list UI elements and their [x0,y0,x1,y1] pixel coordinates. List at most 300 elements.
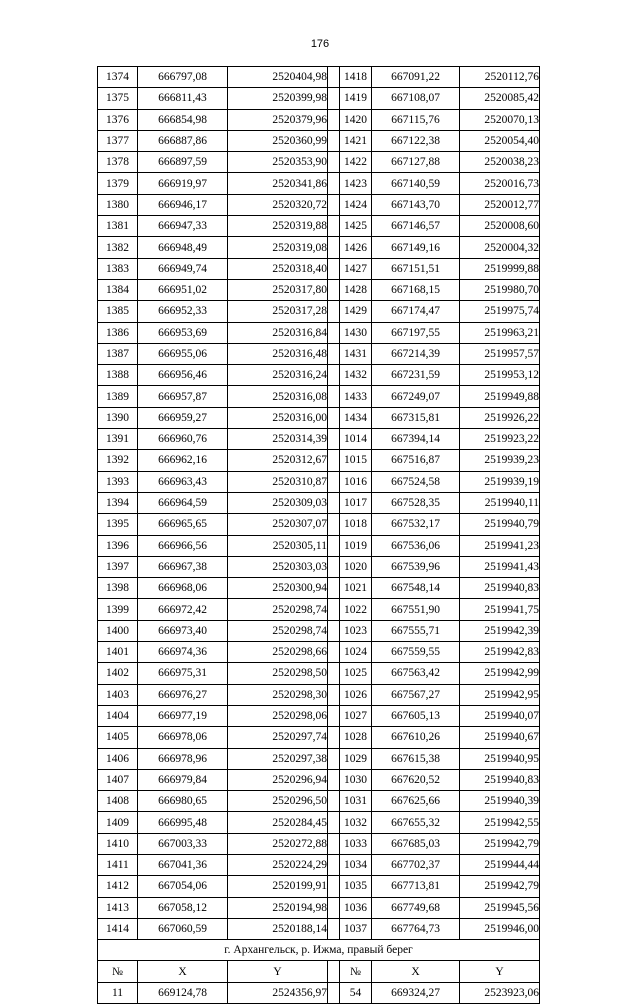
coord-y: 2520353,90 [228,152,328,173]
coord-x: 666964,59 [138,492,228,513]
coord-x: 666919,97 [138,173,228,194]
coord-y: 2520298,66 [228,642,328,663]
point-number: 1037 [340,918,372,939]
table-row [98,833,540,854]
column-gap [328,854,340,875]
column-gap [328,258,340,279]
table-row [98,982,540,1003]
coord-y: 2519940,11 [460,492,540,513]
coord-x: 667605,13 [372,705,460,726]
column-gap [328,833,340,854]
coord-x: 667140,59 [372,173,460,194]
coord-x: 667174,47 [372,301,460,322]
coord-y: 2520312,67 [228,450,328,471]
point-number: 1387 [98,343,138,364]
coord-x: 667536,06 [372,535,460,556]
column-gap [328,620,340,641]
point-number: 1392 [98,450,138,471]
table-row [98,876,540,897]
point-number: 1030 [340,769,372,790]
point-number: 1374 [98,67,138,88]
coord-y: 2519999,88 [460,258,540,279]
table-row [98,642,540,663]
coord-x: 667231,59 [372,365,460,386]
point-number: 1418 [340,67,372,88]
point-number: 1422 [340,152,372,173]
coord-x: 666946,17 [138,194,228,215]
coord-x: 667003,33 [138,833,228,854]
coord-x: 666966,56 [138,535,228,556]
coord-x: 666947,33 [138,216,228,237]
point-number: 1026 [340,684,372,705]
coord-x: 666959,27 [138,407,228,428]
table-row [98,407,540,428]
point-number: 1023 [340,620,372,641]
coord-x: 666955,06 [138,343,228,364]
coord-x: 666797,08 [138,67,228,88]
coord-x: 667149,16 [372,237,460,258]
coord-x: 666972,42 [138,599,228,620]
header-cell: № [98,961,138,982]
column-gap [328,897,340,918]
point-number: 1388 [98,365,138,386]
coord-y: 2519941,75 [460,599,540,620]
table-row [98,578,540,599]
coord-x: 667146,57 [372,216,460,237]
table-row [98,897,540,918]
point-number: 1404 [98,705,138,726]
coord-y: 2519975,74 [460,301,540,322]
column-gap [328,599,340,620]
column-gap [328,88,340,109]
point-number: 1028 [340,727,372,748]
coord-x: 667115,76 [372,109,460,130]
coord-y: 2520309,03 [228,492,328,513]
point-number: 1432 [340,365,372,386]
coord-y: 2520296,50 [228,791,328,812]
table-row [98,301,540,322]
column-gap [328,130,340,151]
point-number: 1408 [98,791,138,812]
coord-x: 666979,84 [138,769,228,790]
coord-x: 666963,43 [138,471,228,492]
coord-y: 2519940,83 [460,769,540,790]
coord-y: 2519940,79 [460,514,540,535]
column-gap [328,429,340,450]
coord-x: 667058,12 [138,897,228,918]
point-number: 1421 [340,130,372,151]
coord-y: 2520320,72 [228,194,328,215]
point-number: 1021 [340,578,372,599]
coord-y: 2520319,88 [228,216,328,237]
table-row [98,620,540,641]
point-number: 1379 [98,173,138,194]
coord-x: 666949,74 [138,258,228,279]
coord-y: 2524356,97 [228,982,328,1003]
point-number: 1411 [98,854,138,875]
header-cell: X [372,961,460,982]
column-gap [328,556,340,577]
table-row [98,684,540,705]
header-cell: X [138,961,228,982]
coord-x: 666980,65 [138,791,228,812]
coord-y: 2520298,06 [228,705,328,726]
point-number: 1406 [98,748,138,769]
point-number: 1425 [340,216,372,237]
point-number: 1377 [98,130,138,151]
point-number: 1427 [340,258,372,279]
coord-y: 2520012,77 [460,194,540,215]
coord-y: 2519940,67 [460,727,540,748]
coord-x: 666967,38 [138,556,228,577]
coord-x: 667685,03 [372,833,460,854]
coord-y: 2520297,74 [228,727,328,748]
coord-x: 667122,38 [372,130,460,151]
coord-x: 666973,40 [138,620,228,641]
column-gap [328,705,340,726]
point-number: 1020 [340,556,372,577]
coord-y: 2519945,56 [460,897,540,918]
coord-y: 2519980,70 [460,279,540,300]
coord-x: 667702,37 [372,854,460,875]
coord-x: 667108,07 [372,88,460,109]
coord-y: 2519942,83 [460,642,540,663]
point-number: 1430 [340,322,372,343]
coord-x: 666960,76 [138,429,228,450]
coord-x: 667041,36 [138,854,228,875]
coord-y: 2520296,94 [228,769,328,790]
point-number: 1014 [340,429,372,450]
table-row [98,152,540,173]
coord-y: 2520316,48 [228,343,328,364]
table-row [98,429,540,450]
table-row [98,322,540,343]
coord-x: 667524,58 [372,471,460,492]
coord-x: 667394,14 [372,429,460,450]
coord-y: 2519942,55 [460,812,540,833]
coord-x: 667764,73 [372,918,460,939]
coord-y: 2519940,95 [460,748,540,769]
coord-y: 2520316,84 [228,322,328,343]
point-number: 11 [98,982,138,1003]
point-number: 1414 [98,918,138,939]
column-gap [328,535,340,556]
coord-x: 666978,96 [138,748,228,769]
point-number: 1375 [98,88,138,109]
coord-y: 2519940,07 [460,705,540,726]
point-number: 1431 [340,343,372,364]
coord-y: 2520305,11 [228,535,328,556]
column-gap [328,386,340,407]
coord-x: 667168,15 [372,279,460,300]
coord-y: 2519946,00 [460,918,540,939]
coord-x: 666811,43 [138,88,228,109]
point-number: 1409 [98,812,138,833]
coord-y: 2520314,39 [228,429,328,450]
point-number: 1389 [98,386,138,407]
point-number: 1419 [340,88,372,109]
coord-x: 666965,65 [138,514,228,535]
column-gap [328,365,340,386]
coord-x: 667563,42 [372,663,460,684]
coord-y: 2520038,23 [460,152,540,173]
point-number: 1407 [98,769,138,790]
table-row [98,386,540,407]
coord-x: 666952,33 [138,301,228,322]
coord-y: 2520307,07 [228,514,328,535]
column-gap [328,578,340,599]
coord-x: 667197,55 [372,322,460,343]
point-number: 1383 [98,258,138,279]
section-caption-row [98,940,540,961]
coord-y: 2519963,21 [460,322,540,343]
coord-y: 2520112,76 [460,67,540,88]
coord-y: 2519939,19 [460,471,540,492]
point-number: 1394 [98,492,138,513]
point-number: 1029 [340,748,372,769]
point-number: 1397 [98,556,138,577]
coord-y: 2519923,22 [460,429,540,450]
table-row [98,216,540,237]
point-number: 1019 [340,535,372,556]
column-gap [328,109,340,130]
coord-x: 667127,88 [372,152,460,173]
point-number: 1378 [98,152,138,173]
point-number: 1384 [98,279,138,300]
coord-y: 2523923,06 [460,982,540,1003]
coord-y: 2519944,44 [460,854,540,875]
point-number: 1395 [98,514,138,535]
column-gap [328,791,340,812]
header-cell: № [340,961,372,982]
coord-x: 666887,86 [138,130,228,151]
point-number: 1413 [98,897,138,918]
coord-x: 666897,59 [138,152,228,173]
table-row [98,492,540,513]
point-number: 54 [340,982,372,1003]
table-row [98,471,540,492]
coord-y: 2520298,50 [228,663,328,684]
coord-y: 2520303,03 [228,556,328,577]
point-number: 1017 [340,492,372,513]
column-gap [328,173,340,194]
coord-x: 667559,55 [372,642,460,663]
coord-y: 2519941,43 [460,556,540,577]
coord-y: 2519953,12 [460,365,540,386]
coord-x: 667610,26 [372,727,460,748]
point-number: 1426 [340,237,372,258]
coord-y: 2520319,08 [228,237,328,258]
table-row [98,67,540,88]
table-row [98,918,540,939]
coord-x: 667713,81 [372,876,460,897]
point-number: 1386 [98,322,138,343]
point-number: 1022 [340,599,372,620]
point-number: 1402 [98,663,138,684]
point-number: 1399 [98,599,138,620]
table-row [98,88,540,109]
point-number: 1032 [340,812,372,833]
table-row [98,450,540,471]
page-number: 176 [310,38,330,50]
point-number: 1391 [98,429,138,450]
coord-x: 666957,87 [138,386,228,407]
point-number: 1398 [98,578,138,599]
point-number: 1396 [98,535,138,556]
coord-x: 667315,81 [372,407,460,428]
column-gap [328,961,340,982]
point-number: 1031 [340,791,372,812]
column-gap [328,642,340,663]
point-number: 1018 [340,514,372,535]
coord-y: 2520070,13 [460,109,540,130]
coord-x: 666951,02 [138,279,228,300]
coord-y: 2520404,98 [228,67,328,88]
coord-y: 2520316,24 [228,365,328,386]
coord-y: 2520316,08 [228,386,328,407]
coord-x: 667214,39 [372,343,460,364]
point-number: 1434 [340,407,372,428]
coord-y: 2519942,95 [460,684,540,705]
point-number: 1390 [98,407,138,428]
point-number: 1401 [98,642,138,663]
column-gap [328,237,340,258]
column-gap [328,727,340,748]
coord-x: 667249,07 [372,386,460,407]
coord-x: 667548,14 [372,578,460,599]
point-number: 1433 [340,386,372,407]
column-gap [328,748,340,769]
point-number: 1405 [98,727,138,748]
coord-y: 2520194,98 [228,897,328,918]
coord-x: 667615,38 [372,748,460,769]
coord-y: 2520310,87 [228,471,328,492]
column-gap [328,322,340,343]
column-gap [328,450,340,471]
coord-y: 2519942,79 [460,833,540,854]
column-gap [328,918,340,939]
column-gap [328,407,340,428]
coord-x: 669124,78 [138,982,228,1003]
coord-y: 2520316,00 [228,407,328,428]
table-row [98,130,540,151]
table-row [98,727,540,748]
table-row [98,258,540,279]
coord-y: 2519940,39 [460,791,540,812]
column-gap [328,152,340,173]
column-gap [328,514,340,535]
coord-x: 667620,52 [372,769,460,790]
coord-y: 2520008,60 [460,216,540,237]
point-number: 1376 [98,109,138,130]
point-number: 1393 [98,471,138,492]
point-number: 1016 [340,471,372,492]
coord-x: 667091,22 [372,67,460,88]
coord-y: 2519942,99 [460,663,540,684]
coord-y: 2520341,86 [228,173,328,194]
point-number: 1027 [340,705,372,726]
coord-x: 667143,70 [372,194,460,215]
column-gap [328,216,340,237]
column-gap [328,769,340,790]
table-row [98,791,540,812]
table-row [98,535,540,556]
column-gap [328,279,340,300]
column-gap [328,812,340,833]
coord-y: 2519957,57 [460,343,540,364]
coord-y: 2520399,98 [228,88,328,109]
column-gap [328,301,340,322]
coord-y: 2520360,99 [228,130,328,151]
coord-y: 2520298,74 [228,620,328,641]
coord-x: 666948,49 [138,237,228,258]
coord-x: 666995,48 [138,812,228,833]
coord-y: 2520297,38 [228,748,328,769]
table-row [98,812,540,833]
coord-y: 2519942,79 [460,876,540,897]
coord-x: 666956,46 [138,365,228,386]
table-row [98,343,540,364]
coord-x: 667539,96 [372,556,460,577]
coord-x: 667749,68 [372,897,460,918]
point-number: 1400 [98,620,138,641]
column-gap [328,67,340,88]
point-number: 1035 [340,876,372,897]
coord-y: 2520284,45 [228,812,328,833]
coord-x: 667516,87 [372,450,460,471]
point-number: 1424 [340,194,372,215]
point-number: 1036 [340,897,372,918]
column-gap [328,684,340,705]
point-number: 1380 [98,194,138,215]
header-cell: Y [228,961,328,982]
coord-y: 2519942,39 [460,620,540,641]
coord-y: 2520054,40 [460,130,540,151]
point-number: 1025 [340,663,372,684]
table-row [98,663,540,684]
table-row [98,237,540,258]
coord-y: 2520224,29 [228,854,328,875]
coord-y: 2520317,80 [228,279,328,300]
point-number: 1033 [340,833,372,854]
coord-x: 667060,59 [138,918,228,939]
coord-x: 666968,06 [138,578,228,599]
coord-x: 669324,27 [372,982,460,1003]
coord-x: 666974,36 [138,642,228,663]
coord-y: 2519926,22 [460,407,540,428]
point-number: 1034 [340,854,372,875]
table-row [98,365,540,386]
coord-x: 666975,31 [138,663,228,684]
column-gap [328,194,340,215]
coord-y: 2519940,83 [460,578,540,599]
coord-y: 2520379,96 [228,109,328,130]
point-number: 1420 [340,109,372,130]
coord-x: 666977,19 [138,705,228,726]
coord-x: 666962,16 [138,450,228,471]
column-gap [328,471,340,492]
header-row [98,961,540,982]
table-row [98,599,540,620]
point-number: 1423 [340,173,372,194]
table-row [98,109,540,130]
coord-y: 2520188,14 [228,918,328,939]
coord-y: 2520004,32 [460,237,540,258]
coord-y: 2520085,42 [460,88,540,109]
column-gap [328,663,340,684]
coord-y: 2520317,28 [228,301,328,322]
coord-y: 2520272,88 [228,833,328,854]
